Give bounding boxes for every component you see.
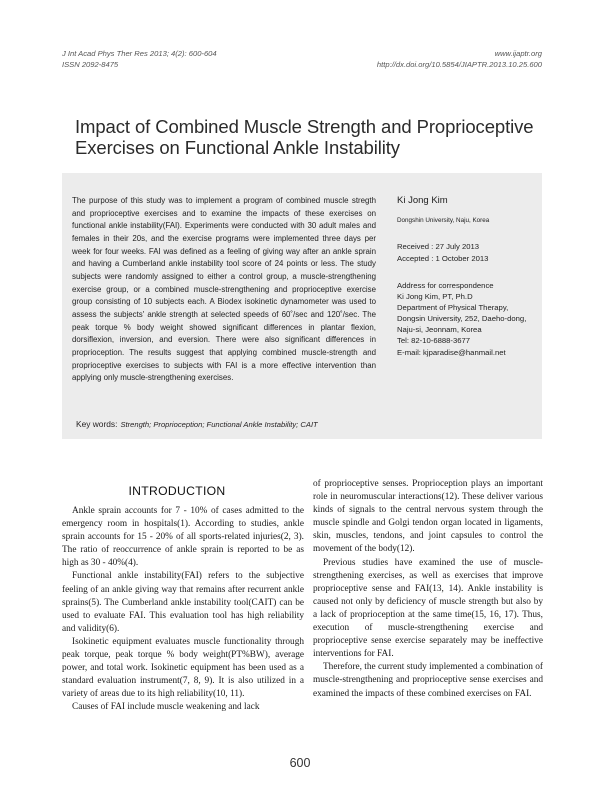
journal-issn: ISSN 2092-8475 (62, 60, 119, 69)
intro-paragraph: of proprioceptive senses. Proprioception plays an important role in neuromuscular interactions(12). These deliver various kinds of signals to the central nervous system through the muscle spindle and Golgi tendon organ located in ligaments, skin, muscles, tendons, and joint capsules to control the movement of the body(12). (313, 479, 543, 555)
intro-paragraph: Causes of FAI include muscle weakening and lack (72, 702, 260, 713)
correspondence-tel: Tel: 82-10-6888-3677 (397, 336, 471, 346)
page-number: 600 (289, 756, 311, 770)
received-date: Received : 27 July 2013 (397, 242, 480, 251)
author-name: Ki Jong Kim (397, 195, 448, 206)
keywords-value: Strength; Proprioception; Functional Ankle Instability; CAIT (120, 420, 318, 429)
correspondence-label: Address for correspondence (397, 281, 494, 290)
abstract-text: The purpose of this study was to implement a program of combined muscle stregth and proprioceptive exercises and to examine the impacts of these exercises on functional ankle instability(FAI). Experiments were conducted with 30 adult males and females in their 20s, and the exercise programs were implemented three days per week for four weeks. FAI was defined as a feeling of giving way after an ankle sprain and having a Cumberland ankle instability tool score of 24 points or less. The study subjects were randomly assigned to either a control group, a muscle-strengthening exercise group, or a combined muscle-strengthening and proprioceptive exercise group consisting of 10 subjects each. A Biodex isokinetic dynamometer was used to assess the subjects' ankle strength at selected speeds of 60˚/sec and 120˚/sec. The peak torque % body weight showed significant differences in plantar flexion, dorsiflexion, inversion, and eversion. There were also significant differences in proprioception. The results suggest that applying combined muscle-strength and proprioceptive exercises to subjects with FAI is a more effective intervention than applying only muscle-strengthening exercises. (72, 196, 376, 383)
article-title: Impact of Combined Muscle Strength and Proprioceptive Exercises on Functional Ankle Instability (75, 116, 534, 158)
author-info (397, 195, 537, 358)
journal-website-link[interactable]: www.ijaptr.org (494, 49, 542, 58)
keywords (76, 419, 531, 429)
intro-paragraph: Therefore, the current study implemented a combination of muscle-strengthening and proprioceptive sense exercises and examined the impacts of these combined exercises on FAI. (313, 662, 543, 699)
intro-paragraph: Ankle sprain accounts for 7 - 10% of cases admitted to the emergency room in hospitals(1). According to studies, ankle sprain accounts for 15 - 20% of all sports-related injuries(2, 3). The ratio of reoccurrence of ankle sprain is reported to be as high as 30 - 40%(4). (62, 506, 304, 569)
intro-paragraph: Isokinetic equipment evaluates muscle functionality through peak torque, peak torque % body weight(PT%BW), average power, and total work. Isokinetic equipment has been used as a standard evaluation instrument(7, 8, 9). It is also utilized in a variety of areas due to its high reliability(10, 11). (62, 636, 304, 700)
introduction-left-column (62, 505, 304, 715)
article-dates (397, 241, 537, 265)
journal-citation: J Int Acad Phys Ther Res 2013; 4(2): 600-604 (62, 49, 217, 58)
correspondence-email[interactable]: E-mail: kjparadise@hanmail.net (397, 347, 506, 357)
intro-paragraph: Previous studies have examined the use of muscle-strengthening exercises, as well as exercises that improve proprioceptive sense and FAI(13, 14). Ankle instability is caused not only by deficiency of muscle strength but also by a lack of proprioception at the same time(15, 16, 17). Thus, execution of muscle-strengthening exercise and proprioceptive sense exercise separately may be ineffective interventions for FAI. (313, 557, 543, 660)
introduction-heading: INTRODUCTION (128, 484, 226, 498)
journal-header-left (62, 48, 217, 70)
introduction-right-column (313, 478, 543, 701)
correspondence-department: Department of Physical Therapy, (397, 303, 509, 313)
correspondence-address-1: Dongsin University, 252, Daeho-dong, (397, 314, 527, 324)
accepted-date: Accepted : 1 October 2013 (397, 254, 489, 263)
correspondence (397, 280, 537, 358)
correspondence-address-2: Naju-si, Jeonnam, Korea (397, 325, 482, 335)
intro-paragraph: Functional ankle instability(FAI) refers to the subjective feeling of an ankle giving way that remains after recurrent ankle sprains(5). The Cumberland ankle instability tool(CAIT) can be used to evaluate FAI. This evaluation tool has high reliability and validity(6). (62, 571, 304, 634)
author-affiliation: Dongshin University, Naju, Korea (397, 217, 490, 224)
doi-link[interactable]: http://dx.doi.org/10.5854/JIAPTR.2013.10.25.600 (376, 60, 542, 69)
journal-header-right (377, 48, 542, 70)
keywords-label: Key words: (76, 419, 118, 429)
correspondence-name: Ki Jong Kim, PT, Ph.D (397, 292, 473, 302)
